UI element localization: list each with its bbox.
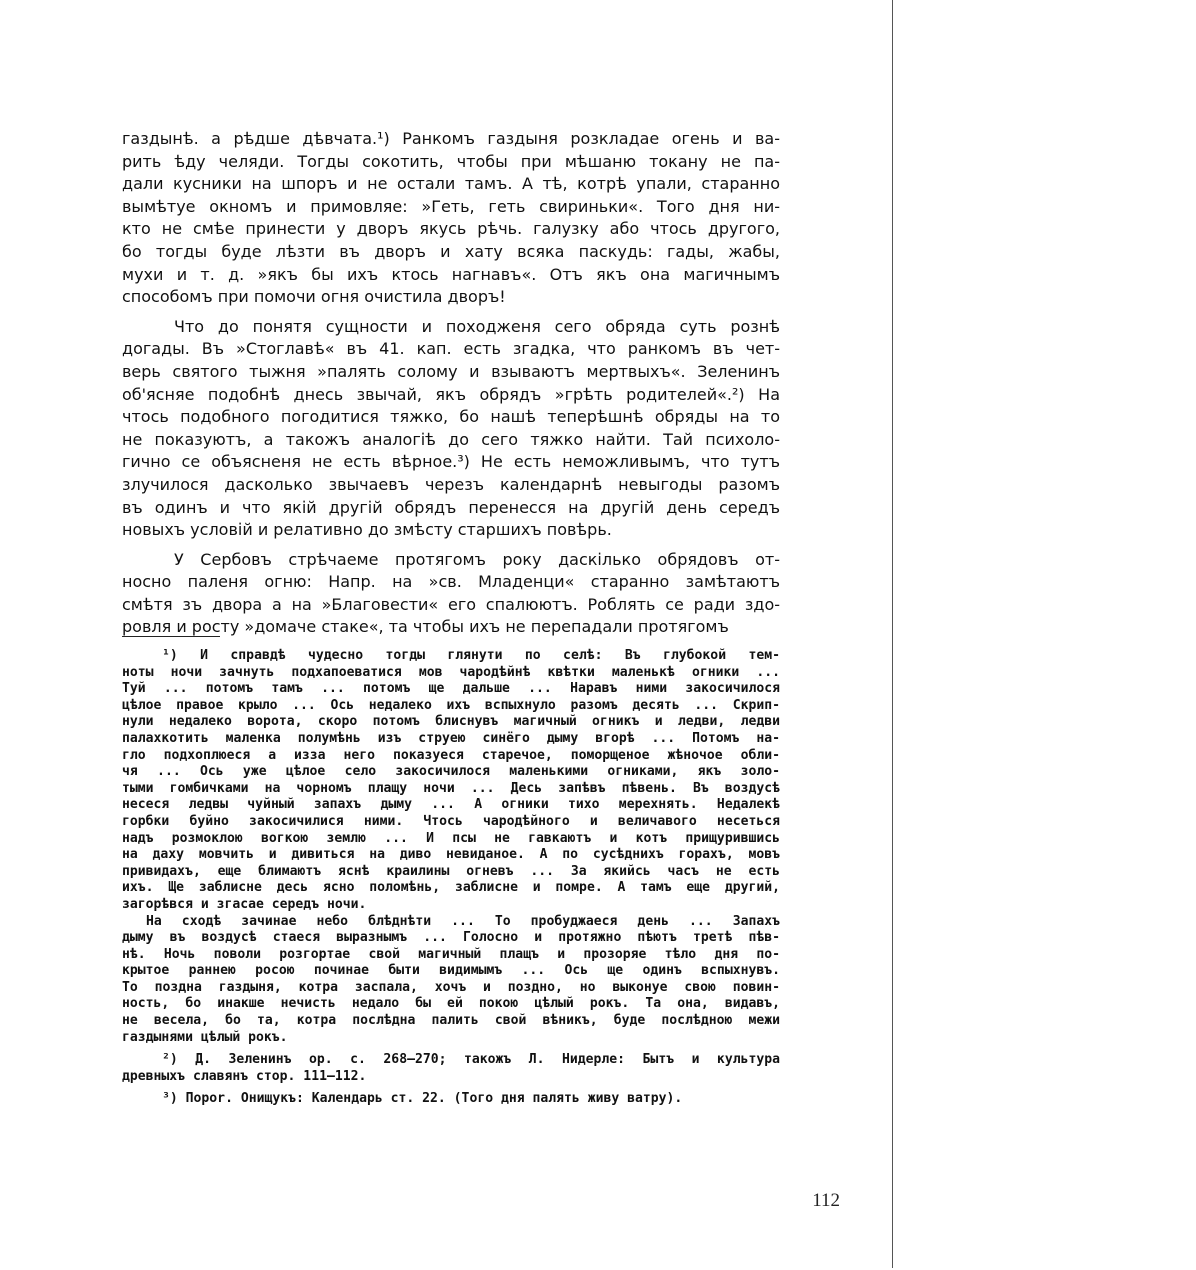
text-line: гично се объясненя не есть вѣрное.³) Не есть неможливымъ, что тутъ	[122, 452, 780, 472]
text-line: въ одинъ и что якій другій обрядъ перенесся на другій день середъ	[122, 497, 780, 517]
text-line: вымѣтуе окномъ и примовляе: »Геть, геть свириньки«. Того дня ни-	[122, 196, 780, 216]
text-line: ихъ. Ще заблисне десь ясно поломѣнь, заблисне и помре. А тамъ еще другий,	[122, 880, 780, 896]
paragraph-1	[122, 128, 780, 309]
text-line: На сходѣ зачинае небо блѣднѣти ... То пробуджаеся день ... Запахъ	[146, 913, 780, 929]
text-line: газдынями цѣлый рокъ.	[122, 1029, 288, 1045]
text-line: не показуютъ, а такожъ аналогіѣ до сего тяжко найти. Тай психоло-	[122, 429, 780, 449]
text-line: не весела, бо та, котра послѣдна палить свой вѣникъ, буде послѣдною межи	[122, 1013, 780, 1029]
text-line: чтось подобного погодитися тяжко, бо нашѣ теперѣшнѣ обряды на то	[122, 407, 780, 427]
text-line: носно паленя огню: Напр. на »св. Младенци« старанно замѣтаютъ	[122, 572, 780, 592]
text-line: нѣ. Ночь поволи розгортае свой магичный плащъ и прозоряе тѣло дня по-	[122, 946, 780, 962]
text-line: на даху мовчить и дивиться на диво невиданое. А по сусѣднихъ горахъ, мовъ	[122, 847, 780, 863]
text-line: нули недалеко ворота, скоро потомъ блиснувъ магичный огникъ и ледви, ледви	[122, 714, 780, 730]
paragraph-2	[122, 316, 780, 542]
text-line: загорѣвся и згасае середъ ночи.	[122, 896, 367, 912]
text-line: кто не смѣе принести у дворъ якусь рѣчь. галузку або чтось другого,	[122, 219, 780, 239]
footnote-separator	[122, 636, 220, 637]
text-line: Туй ... потомъ тамъ ... потомъ ще дальше ... Наравъ ними закосичилося	[122, 681, 780, 697]
text-line: чя ... Ось уже цѣлое село закосичилося маленькими огниками, якъ золо-	[122, 764, 780, 780]
text-line: ³) Пороr. Онищукъ: Календарь ст. 22. (Того дня палять живу ватру).	[162, 1091, 683, 1107]
text-line: бо тогды буде лѣзти въ дворъ и хату всяка паскудь: гады, жабы,	[122, 241, 780, 261]
footnote-1	[122, 648, 780, 914]
paragraph-3	[122, 549, 780, 639]
text-line: ²) Д. Зеленинъ ор. с. 268—270; такожъ Л. Нидерле: Бытъ и культура	[162, 1052, 780, 1068]
text-line: мухи и т. д. »якъ бы ихъ ктось нагнавъ«. Отъ якъ она магичнымъ	[122, 264, 780, 284]
text-line: рить ѣду челяди. Тогды сокотить, чтобы при мѣшаню токану не па-	[122, 151, 780, 171]
text-line: горбки буйно закосичилися ними. Чтось чародѣйного и величавого несеться	[122, 813, 780, 829]
text-line: дыму въ воздусѣ стаеся выразнымъ ... Голосно и протяжно пѣютъ третѣ пѣв-	[122, 930, 780, 946]
text-line: надъ розмоклою вогкою землю ... И псы не гавкаютъ и котъ прищурившись	[122, 830, 780, 846]
text-line: догады. Въ »Стоглавѣ« въ 41. кап. есть згадка, что ранкомъ въ чет-	[122, 339, 780, 359]
text-line: злучилося дасколько звычаевъ черезъ календарнѣ невыгоды разомъ	[122, 474, 780, 494]
text-line: привидахъ, еще блимаютъ яснѣ краилины огневъ ... За якийсь часъ не есть	[122, 863, 780, 879]
text-line: смѣтя зъ двора а на »Благовести« его спалюютъ. Роблять се ради здо-	[122, 594, 780, 614]
text-line: палахкотить маленка полумѣнь изъ струею синёго дыму вгорѣ ... Потомъ на-	[122, 730, 780, 746]
footnote-2	[122, 1052, 780, 1085]
text-line: об'ясняе подобнѣ днесь звычай, якъ обрядъ »грѣть родителей«.²) На	[122, 384, 780, 404]
text-line: верь святого тыжня »палять солому и взываютъ мертвыхъ«. Зеленинъ	[122, 361, 780, 381]
text-line: газдынѣ. а рѣдше дѣвчата.¹) Ранкомъ газдыня розкладае огень и ва-	[122, 129, 780, 148]
text-line: То поздна газдыня, котра заспала, хочъ и поздно, но выконуе свою повин-	[122, 979, 780, 995]
text-line: ноты ночи зачнуть подхапоеватися мов чародѣйнѣ квѣтки маленькѣ огники ...	[122, 664, 780, 680]
footnotes	[122, 648, 780, 1108]
text-line: новыхъ условій и релативно до змѣсту старшихъ повѣрь.	[122, 520, 612, 540]
text-line: дали кусники на шпоръ и не остали тамъ. А тѣ, котрѣ упали, старанно	[122, 174, 780, 194]
text-line: ность, бо инакше нечисть недало бы ей покою цѣлый рокъ. Та она, видавъ,	[122, 996, 780, 1012]
text-line: ровля и росту »домаче стаке«, та чтобы ихъ не перепадали протягомъ	[122, 617, 729, 637]
footnote-3	[122, 1091, 780, 1108]
text-line: У Сербовъ стрѣчаеме протягомъ року даскілько обрядовъ от-	[174, 549, 780, 569]
page-number: 112	[812, 1190, 840, 1211]
main-text	[122, 128, 780, 639]
footnote-1-continuation	[122, 914, 780, 1047]
text-line: Что до понятя сущности и походженя сего обряда суть рознѣ	[174, 316, 780, 336]
text-line: ¹) И справдѣ чудесно тогды глянути по селѣ: Въ глубокой тем-	[162, 648, 780, 663]
text-line: гло подхоплюеся а изза него показуеся старечое, поморщеное жѣночое обли-	[122, 747, 780, 763]
text-line: несеся ледвы чуйный запахъ дыму ... А огники тихо мерехнять. Недалекѣ	[122, 797, 780, 813]
text-line: тыми гомбичками на чорномъ плащу ночи ... Десь запѣвъ пѣвень. Въ воздусѣ	[122, 780, 780, 796]
text-line: способомъ при помочи огня очистила дворъ!	[122, 287, 506, 307]
text-line: крытое раннею росою починае быти видимымъ ... Ось ще одинъ вспыхнувъ.	[122, 963, 780, 979]
text-line: цѣлое правое крыло ... Ось недалеко ихъ вспыхнуло разомъ десять ... Скрип-	[122, 697, 780, 713]
text-line: древныхъ славянъ стор. 111—112.	[122, 1068, 367, 1084]
